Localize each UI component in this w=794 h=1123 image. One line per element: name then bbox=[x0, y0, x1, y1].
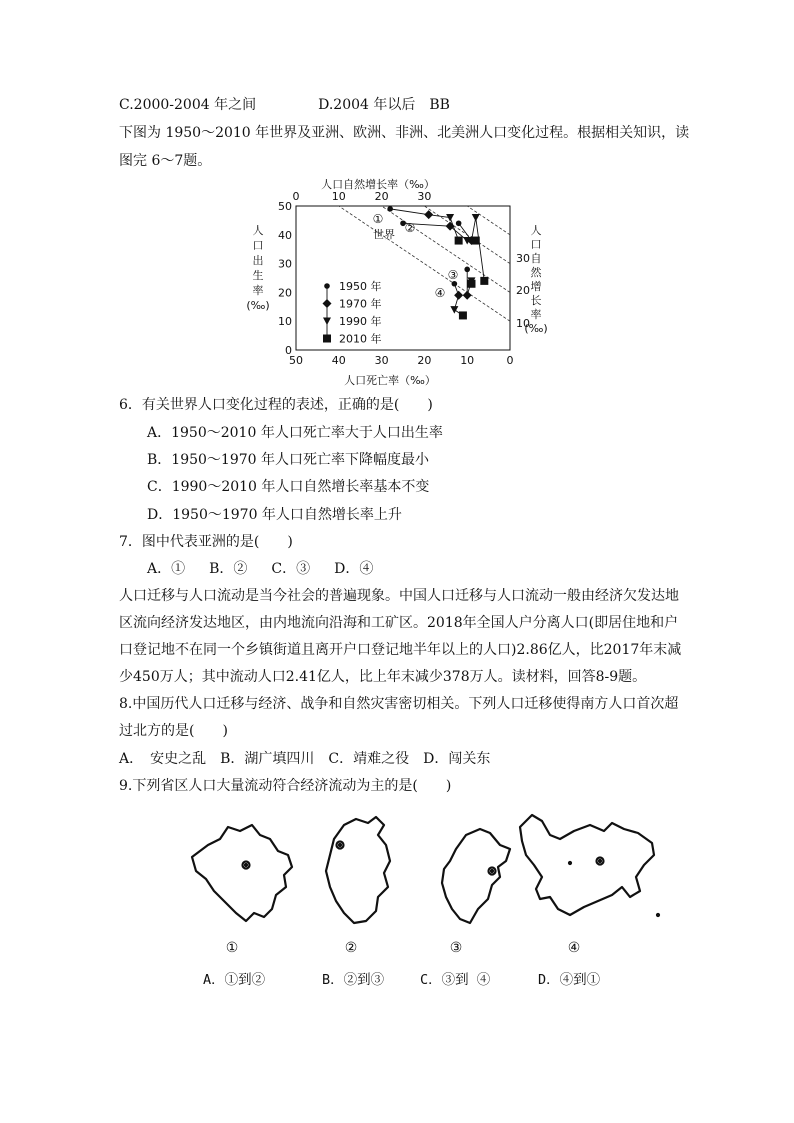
diagonal-line bbox=[296, 148, 510, 292]
map-label-4: ④ bbox=[567, 940, 581, 956]
series-label-1: ① bbox=[372, 212, 384, 226]
q7-option-d: D．④ bbox=[334, 561, 374, 577]
point-1970 bbox=[463, 291, 472, 300]
province-map-3 bbox=[442, 829, 510, 923]
point-1990 bbox=[450, 306, 458, 314]
x-bottom-tick-labels bbox=[289, 354, 514, 367]
point-2010 bbox=[455, 237, 463, 245]
y-axis-title-char: 率 bbox=[252, 284, 264, 297]
material-line-1: 人口迁移与人口流动是当今社会的普遍现象。中国人口迁移与人口流动一般由经济欠发达地 bbox=[119, 588, 679, 604]
q7-option-b: B．② bbox=[209, 561, 248, 577]
q9-option-a: A．①到② bbox=[203, 972, 266, 988]
plot-frame bbox=[296, 206, 510, 350]
x-tick-label: 40 bbox=[331, 354, 346, 367]
y-tick-label: 30 bbox=[278, 257, 292, 271]
province-maps bbox=[180, 805, 680, 935]
x-top-tick-label: 10 bbox=[331, 190, 346, 203]
y-axis-title bbox=[246, 224, 269, 312]
map-label-1: ① bbox=[225, 940, 239, 956]
point-1950 bbox=[324, 283, 330, 289]
q7-options bbox=[147, 559, 373, 579]
q6-stem: 6．有关世界人口变化过程的表述，正确的是( ) bbox=[119, 397, 433, 413]
x-tick-label: 30 bbox=[374, 354, 389, 367]
province-map-2 bbox=[326, 817, 390, 923]
q9-option-c: C．③到 ④ bbox=[420, 972, 491, 988]
q7-option-a: A．① bbox=[147, 561, 186, 577]
intro-line-1: 下图为 1950～2010 年世界及亚洲、欧洲、非洲、北美洲人口变化过程。根据相关知识，读 bbox=[119, 125, 690, 141]
point-2010 bbox=[480, 277, 488, 285]
y-axis-title-char: 生 bbox=[252, 269, 264, 282]
x-top-tick-labels bbox=[293, 190, 432, 203]
province-map-1 bbox=[192, 825, 292, 921]
point-1970 bbox=[454, 291, 463, 300]
x-top-axis-title: 人口自然增长率（‰） bbox=[321, 178, 435, 191]
series-labels bbox=[373, 212, 459, 300]
q9-stem: 9.下列省区人口大量流动符合经济流动为主的是( ) bbox=[119, 778, 452, 794]
y-axis-title-char: 口 bbox=[252, 239, 264, 252]
point-1990 bbox=[323, 318, 331, 326]
point-2010 bbox=[323, 335, 331, 343]
y-right-axis-title-char: 人 bbox=[530, 224, 542, 237]
legend-label: 1950 年 bbox=[339, 280, 382, 293]
right-tick-label: 10 bbox=[516, 317, 530, 330]
q9-option-d: D．④到① bbox=[538, 972, 601, 988]
point-1950 bbox=[456, 220, 462, 226]
series-line bbox=[459, 218, 485, 281]
x-tick-label: 50 bbox=[289, 354, 303, 367]
point-1950 bbox=[387, 206, 393, 212]
material-line-3: 口登记地不在同一个乡镇街道且离开户口登记地半年以上的人口)2.86亿人，比2017年末减 bbox=[119, 642, 682, 658]
legend-label: 1990 年 bbox=[339, 315, 382, 328]
y-right-axis-title-char: 增 bbox=[530, 280, 542, 293]
q8-option-c: C．靖难之役 bbox=[328, 751, 410, 767]
point-1970 bbox=[323, 299, 332, 308]
y-axis-title-char: (‰) bbox=[246, 299, 270, 312]
answer-note: BB bbox=[429, 97, 450, 113]
x-tick-label: 0 bbox=[506, 354, 514, 367]
y-axis-title-char: 出 bbox=[252, 254, 264, 267]
x-tick-label: 10 bbox=[460, 354, 475, 367]
province-map-4 bbox=[520, 815, 659, 916]
top-options-line bbox=[119, 95, 450, 115]
x-top-tick-label: 30 bbox=[417, 190, 432, 203]
material-line-2: 区流向经济发达地区，由内地流向沿海和工矿区。2018年全国人户分离人口(即居住地和户 bbox=[119, 615, 679, 631]
series-label-3: ③ bbox=[447, 268, 459, 282]
y-tick-label: 50 bbox=[278, 200, 292, 213]
right-tick-label: 30 bbox=[516, 252, 530, 265]
y-tick-label: 10 bbox=[278, 315, 292, 329]
q8-stem-line-2: 过北方的是( ) bbox=[119, 723, 228, 739]
q9-option-b: B．②到③ bbox=[322, 972, 385, 988]
point-1970 bbox=[424, 210, 433, 219]
x-tick-label: 20 bbox=[417, 354, 432, 367]
series-points bbox=[387, 206, 488, 319]
map-label-3: ③ bbox=[449, 940, 463, 956]
y-right-axis-title-char: 长 bbox=[530, 294, 542, 307]
y-right-axis-title-char: 率 bbox=[530, 308, 542, 321]
y-tick-label: 0 bbox=[285, 344, 292, 357]
y-right-axis-title-char: 自 bbox=[530, 252, 542, 265]
point-2010 bbox=[467, 280, 475, 288]
q6-option-b: B．1950～1970 年人口死亡率下降幅度最小 bbox=[147, 452, 429, 468]
y-tick-labels bbox=[278, 200, 292, 357]
point-1990 bbox=[446, 214, 454, 222]
y-tick-label: 20 bbox=[278, 286, 292, 300]
q7-option-c: C．③ bbox=[271, 561, 311, 577]
option-c-text: C.2000-2004 年之间 bbox=[119, 97, 257, 113]
q6-option-d: D．1950～1970 年人口自然增长率上升 bbox=[147, 507, 402, 523]
material-line-4: 少450万人；其中流动人口2.41亿人，比上年末减少378万人。读材料，回答8-9题。 bbox=[119, 669, 647, 685]
point-1950 bbox=[464, 267, 470, 273]
q8-options bbox=[119, 749, 490, 769]
q6-option-c: C．1990～2010 年人口自然增长率基本不变 bbox=[147, 479, 430, 495]
legend-label: 2010 年 bbox=[339, 332, 382, 346]
q8-option-a: A． 安史之乱 bbox=[119, 751, 207, 767]
x-top-tick-label: 0 bbox=[292, 190, 300, 203]
q8-stem-line-1: 8.中国历代人口迁移与经济、战争和自然灾害密切相关。下列人口迁移使得南方人口首次超 bbox=[119, 696, 679, 712]
q7-stem: 7．图中代表亚洲的是( ) bbox=[119, 534, 293, 550]
x-axis-title: 人口死亡率（‰） bbox=[344, 374, 436, 387]
y-tick-label: 40 bbox=[278, 228, 292, 242]
q8-option-b: B．湖广填四川 bbox=[220, 751, 315, 767]
option-d-text: D.2004 年以后 bbox=[318, 97, 416, 113]
y-right-axis-title-char: 口 bbox=[530, 238, 542, 251]
y-right-axis-title-char: (‰) bbox=[524, 322, 548, 335]
q8-option-d: D．闯关东 bbox=[423, 751, 491, 767]
point-1990 bbox=[472, 214, 480, 222]
intro-line-2: 图完 6～7题。 bbox=[119, 153, 212, 169]
legend-label: 1970 年 bbox=[339, 297, 382, 311]
chart-legend bbox=[323, 279, 382, 346]
series-label-2: ② bbox=[404, 221, 416, 235]
series-label-4: ④ bbox=[434, 286, 446, 300]
y-axis-title-char: 人 bbox=[252, 224, 264, 237]
map-label-2: ② bbox=[344, 940, 358, 956]
x-top-tick-label: 20 bbox=[374, 190, 389, 203]
diagonal-line bbox=[296, 177, 510, 321]
population-change-chart bbox=[240, 172, 548, 390]
q6-option-a: A．1950～2010 年人口死亡率大于人口出生率 bbox=[147, 425, 443, 441]
right-diagonal-tick-labels bbox=[516, 252, 530, 330]
point-2010 bbox=[459, 311, 467, 319]
series-label-world: 世界 bbox=[373, 228, 395, 241]
y-right-axis-title-char: 然 bbox=[530, 266, 542, 279]
right-tick-label: 20 bbox=[516, 284, 530, 297]
